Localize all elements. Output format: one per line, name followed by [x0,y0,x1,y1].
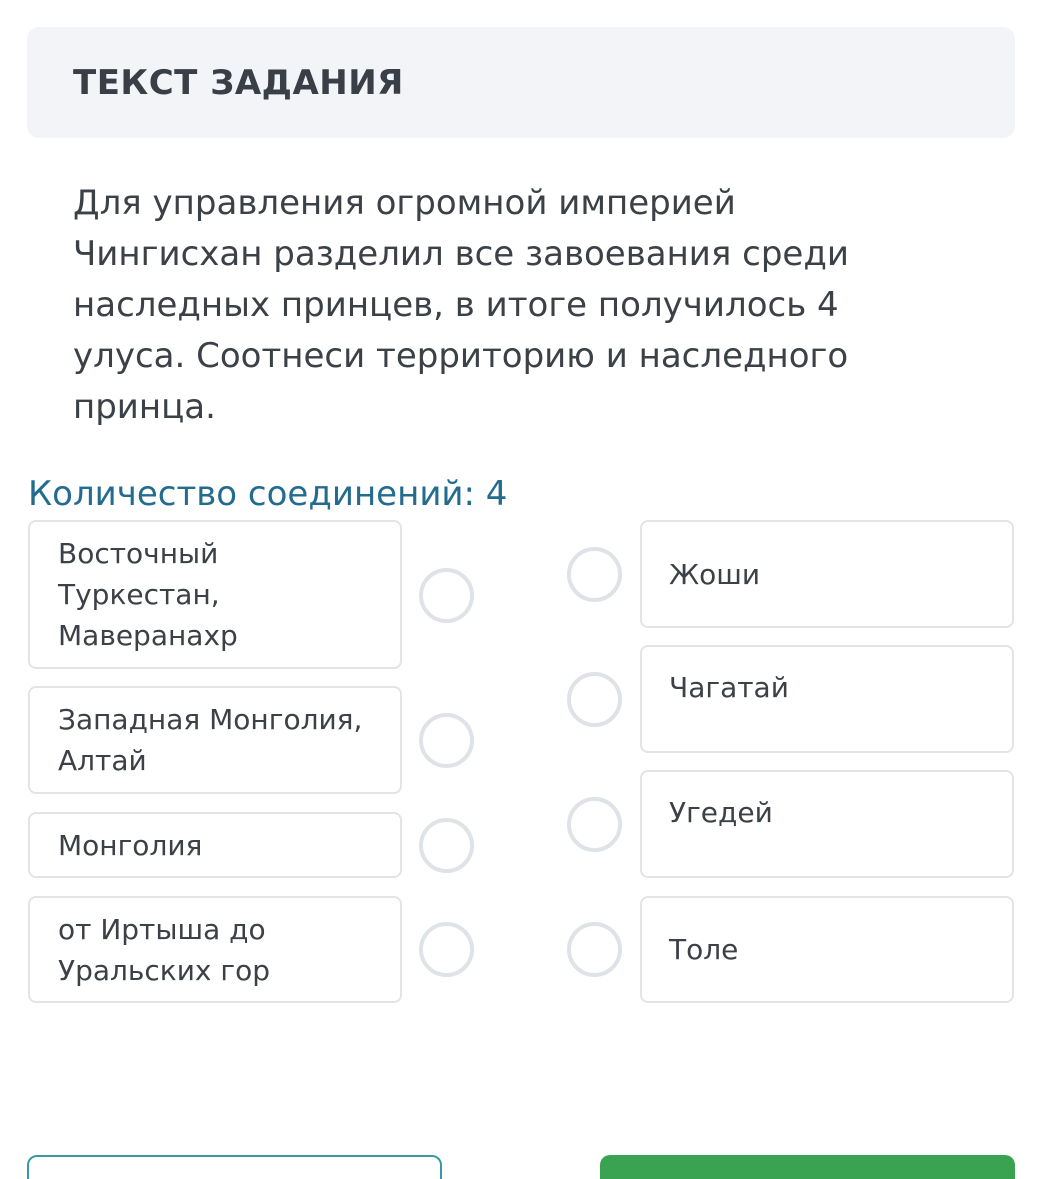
task-header [27,27,1015,138]
right-item-label: Чагатай [669,671,789,704]
left-item-2[interactable] [28,686,402,794]
primary-button[interactable] [600,1155,1015,1179]
left-connector-dot-3[interactable] [419,818,474,873]
left-item-label: от Иртыша до Уральских гор [58,912,270,987]
right-item-4[interactable] [640,896,1014,1003]
right-item-label: Угедей [669,796,773,829]
left-connector-dot-4[interactable] [419,922,474,977]
secondary-button[interactable] [27,1155,442,1179]
right-item-label: Толе [669,933,739,966]
left-connector-dot-2[interactable] [419,713,474,768]
right-item-3[interactable] [640,770,1014,878]
right-connector-dot-2[interactable] [567,672,622,727]
left-item-label: Западная Монголия, Алтай [58,703,363,777]
right-connector-dot-3[interactable] [567,797,622,852]
right-item-2[interactable] [640,645,1014,753]
right-connector-dot-1[interactable] [567,547,622,602]
right-item-1[interactable] [640,520,1014,628]
left-item-1[interactable] [28,520,402,669]
connections-count: Количество соединений: 4 [28,474,508,514]
left-item-label: Восточный Туркестан, Маверанахр [58,537,238,652]
left-item-3[interactable] [28,812,402,878]
right-item-label: Жоши [669,557,761,591]
left-connector-dot-1[interactable] [419,568,474,623]
question-text: Для управления огромной империей Чингисхан разделил все завоевания среди наследных принцев, в итоге получилось 4 улуса. Соотнеси территорию и наследного принца. [73,183,849,427]
left-item-label: Монголия [58,828,203,862]
header-title: ТЕКСТ ЗАДАНИЯ [73,63,404,103]
left-item-4[interactable] [28,896,402,1003]
right-connector-dot-4[interactable] [567,922,622,977]
